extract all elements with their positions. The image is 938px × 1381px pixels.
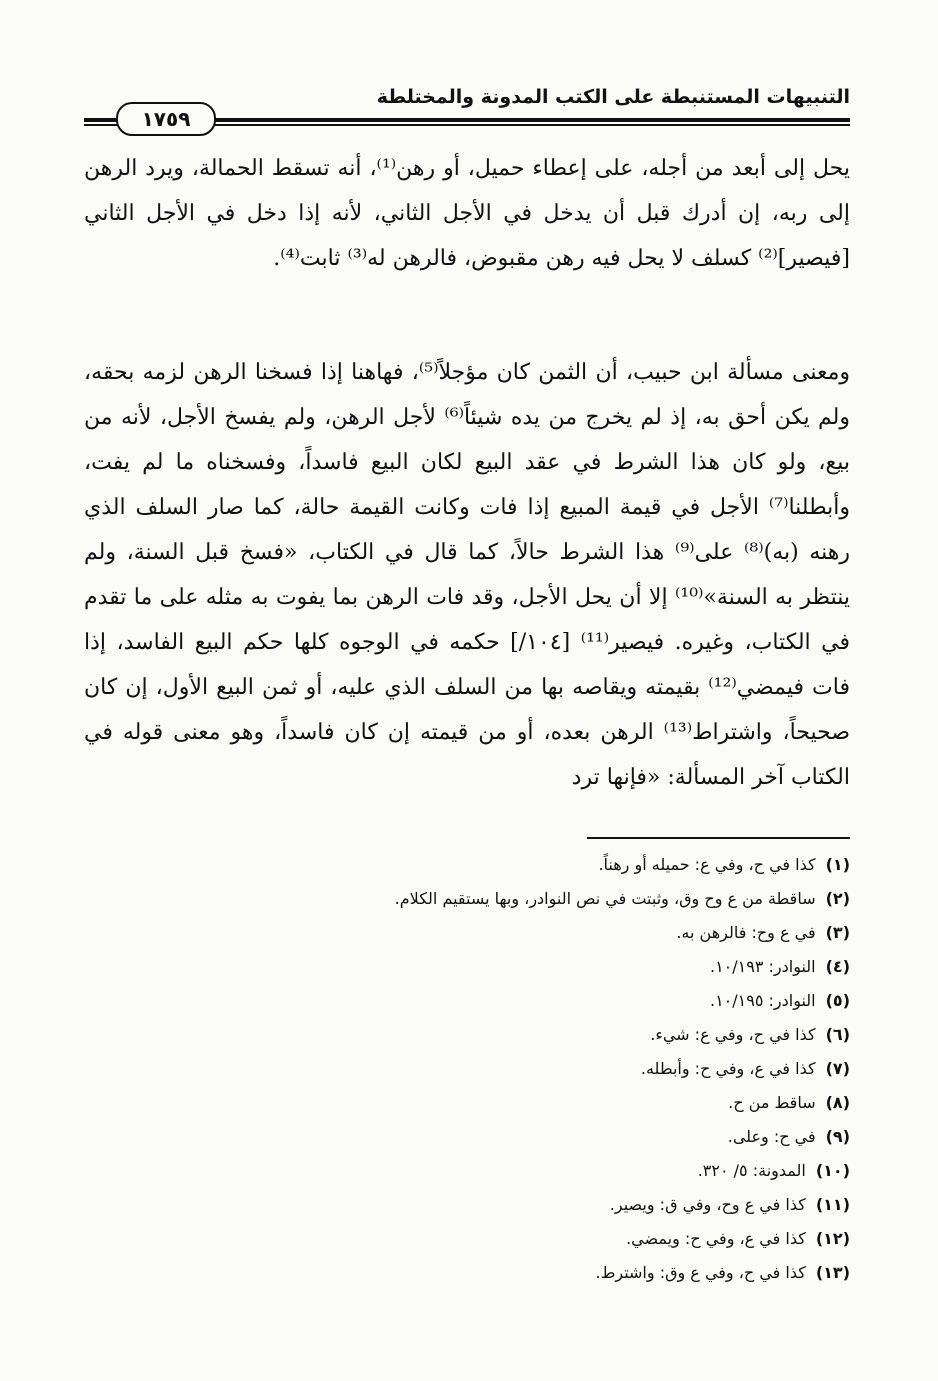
footnote-number: (٧) — [825, 1059, 850, 1078]
footnote-number: (٥) — [825, 991, 850, 1010]
footnote-number: (١١) — [815, 1195, 850, 1214]
footnote-text: في ع وح: فالرهن به. — [676, 923, 816, 942]
footnote-text: كذا في ع، وفي ح: ويمضي. — [626, 1229, 806, 1248]
footnote-item — [84, 1120, 850, 1154]
footnote-text: كذا في ح، وفي ع: شيء. — [650, 1025, 816, 1044]
footnote-text: ساقطة من ع وح وق، وثبتت في نص النوادر، وبها يستقيم الكلام. — [394, 889, 816, 908]
body-paragraph: ومعنى مسألة ابن حبيب، أن الثمن كان مؤجلاً⁽⁵⁾، فهاهنا إذا فسخنا الرهن لزمه بحقه، ولم يكن أحق به، إذ لم يخرج من يده شيئاً⁽⁶⁾ لأجل الرهن، ولم يفسخ الأجل، لأنه من بيع، ولو كان هذا الشرط في عقد البيع لكان البيع فاسداً، وفسخناه ما لم يفت، وأبطلنا⁽⁷⁾ الأجل في قيمة المبيع إذا فات وكانت القيمة حالة، كما صار السلف الذي رهنه (به)⁽⁸⁾ على⁽⁹⁾ هذا الشرط حالاً، كما قال في الكتاب، «فسخ قبل السنة، ولم ينتظر به السنة»⁽¹⁰⁾ إلا أن يحل الأجل، وقد فات الرهن بما يفوت به مثله على ما تقدم في الكتاب، وغيره. فيصير⁽¹¹⁾ [١٠٤/] حكمه في الوجوه كلها حكم البيع الفاسد، إذا فات فيمضي⁽¹²⁾ بقيمته ويقاصه بها من السلف الذي عليه، أو ثمن البيع الأول، إن كان صحيحاً، واشتراط⁽¹³⁾ الرهن بعده، أو من قيمته إن كان فاسداً، وهو معنى قوله في الكتاب آخر المسألة: «فإنها ترد — [84, 360, 851, 790]
footnote-text: ساقط من ح. — [728, 1093, 816, 1112]
footnote-text: كذا في ح، وفي ع: حميله أو رهناً. — [598, 855, 816, 874]
footnote-item — [84, 1086, 850, 1120]
footnote-text: في ح: وعلى. — [727, 1127, 816, 1146]
footnote-number: (١٣) — [815, 1263, 850, 1282]
footnote-item — [84, 1018, 850, 1052]
footnote-number: (١) — [825, 855, 850, 874]
footnote-item — [84, 1154, 850, 1188]
footnote-text: النوادر: ١٠/١٩٥. — [709, 991, 816, 1010]
page-number: ١٧٥٩ — [116, 102, 216, 136]
footnote-number: (٢) — [825, 889, 850, 908]
footnote-number: (١٢) — [815, 1229, 850, 1248]
footnote-item — [84, 882, 850, 916]
footnote-item — [84, 950, 850, 984]
footnote-number: (٣) — [825, 923, 850, 942]
footnote-number: (٩) — [825, 1127, 850, 1146]
footnote-text: كذا في ح، وفي ع وق: واشترط. — [595, 1263, 806, 1282]
footnote-text: المدونة: ٥/ ٣٢٠. — [697, 1161, 806, 1180]
footnote-item — [84, 1188, 850, 1222]
footnote-item — [84, 1256, 850, 1290]
footnotes-list — [84, 848, 850, 1290]
footnote-text: كذا في ع وح، وفي ق: ويصير. — [609, 1195, 806, 1214]
footnote-number: (١٠) — [815, 1161, 850, 1180]
footnote-item — [84, 984, 850, 1018]
footnote-number: (٦) — [825, 1025, 850, 1044]
footnote-number: (٨) — [825, 1093, 850, 1112]
footnote-number: (٤) — [825, 957, 850, 976]
footnote-text: كذا في ع، وفي ح: وأبطله. — [640, 1059, 816, 1078]
footnote-separator — [587, 837, 850, 839]
footnote-item — [84, 848, 850, 882]
footnote-text: النوادر: ١٠/١٩٣. — [709, 957, 816, 976]
footnote-item — [84, 1052, 850, 1086]
footnote-item — [84, 916, 850, 950]
page-header — [84, 82, 850, 130]
body-paragraph: يحل إلى أبعد من أجله، على إعطاء حميل، أو رهن⁽¹⁾، أنه تسقط الحمالة، ويرد الرهن إلى ربه، إن أدرك قبل أن يدخل في الأجل الثاني، لأنه إذا دخل في الأجل الثاني [فيصير]⁽²⁾ كسلف لا يحل فيه رهن مقبوض، فالرهن له⁽³⁾ ثابت⁽⁴⁾. — [84, 156, 850, 271]
running-title: التنبيهات المستنبطة على الكتب المدونة والمختلطة — [376, 86, 850, 108]
footnote-item — [84, 1222, 850, 1256]
